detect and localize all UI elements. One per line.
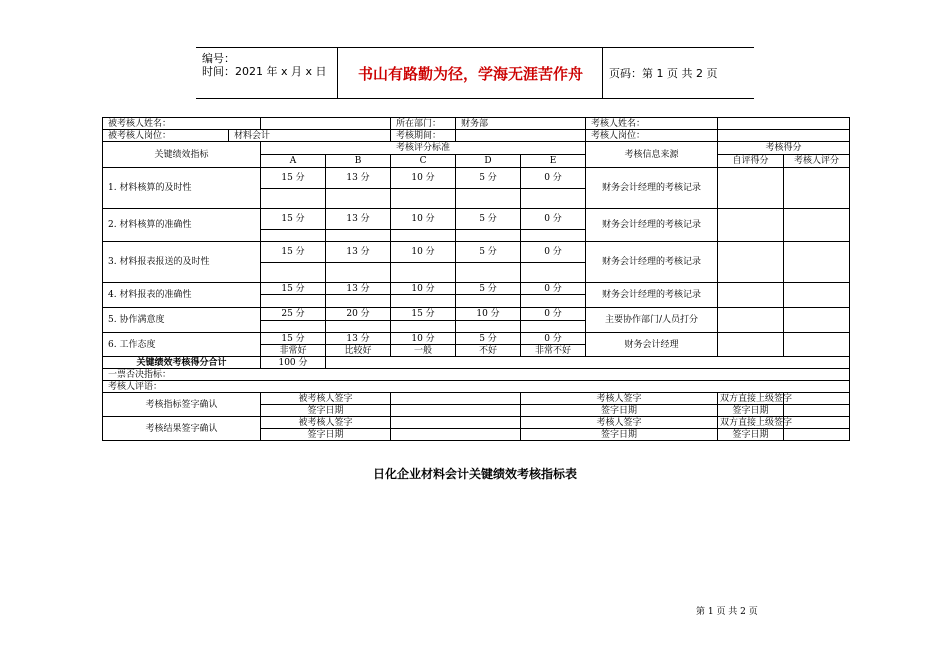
indicator-confirm-label: 考核指标签字确认	[103, 393, 261, 417]
score-cell: 15 分	[261, 242, 326, 263]
self-score-input[interactable]	[718, 242, 784, 283]
blank-cell	[521, 263, 586, 283]
assessor-post-value[interactable]	[718, 130, 850, 142]
score-cell: 0 分	[521, 308, 586, 321]
superior-sign-label: 双方直接上级签字	[718, 393, 784, 405]
blank-cell	[391, 321, 456, 333]
veto-row	[103, 369, 850, 381]
blank-cell	[261, 321, 326, 333]
score-cell: 5 分	[456, 168, 521, 189]
blank-cell	[456, 263, 521, 283]
kpi-source: 主要协作部门/人员打分	[586, 308, 718, 333]
self-score-input[interactable]	[718, 168, 784, 209]
blank-cell	[326, 189, 391, 209]
assessee-name-label: 被考核人姓名：	[103, 118, 261, 130]
sign-date-label: 签字日期	[521, 429, 718, 441]
table-row	[103, 209, 850, 230]
kpi-name: 3. 材料报表报送的及时性	[103, 242, 261, 283]
table-row	[103, 283, 850, 295]
blank-cell	[261, 189, 326, 209]
number-label: 编号：	[202, 52, 235, 65]
sign-date-label: 签字日期	[521, 405, 718, 417]
sign-date-field[interactable]	[784, 429, 850, 441]
superior-sign-label: 双方直接上级签字	[718, 417, 784, 429]
score-header: 考核得分	[718, 142, 850, 155]
dept-label: 所在部门：	[391, 118, 456, 130]
signature-row	[103, 417, 850, 429]
blank-cell	[391, 263, 456, 283]
table-row	[103, 333, 850, 345]
score-cell: 5 分	[456, 242, 521, 263]
source-header: 考核信息来源	[586, 142, 718, 168]
signature-row	[103, 393, 850, 405]
assessor-sign-label: 考核人签字	[521, 417, 718, 429]
assessor-name-label: 考核人姓名：	[586, 118, 718, 130]
kpi-name: 4. 材料报表的准确性	[103, 283, 261, 308]
grade-c-header: C	[391, 155, 456, 168]
assessee-post-label: 被考核人岗位：	[103, 130, 229, 142]
score-cell: 13 分	[326, 283, 391, 295]
table-row	[103, 168, 850, 189]
assessee-name-value[interactable]	[261, 118, 391, 130]
kpi-name: 2. 材料核算的准确性	[103, 209, 261, 242]
table-row	[103, 242, 850, 263]
dept-value[interactable]: 财务部	[456, 118, 586, 130]
sign-date-field[interactable]	[784, 405, 850, 417]
assessor-post-label: 考核人岗位：	[586, 130, 718, 142]
score-cell: 10 分	[391, 209, 456, 230]
grade-label: 非常不好	[521, 345, 586, 357]
score-cell: 13 分	[326, 168, 391, 189]
superior-sign-field[interactable]	[784, 393, 850, 405]
result-confirm-label: 考核结果签字确认	[103, 417, 261, 441]
kpi-source: 财务会计经理的考核记录	[586, 242, 718, 283]
assessee-sign-field[interactable]	[391, 417, 521, 429]
blank-cell	[261, 230, 326, 242]
blank-cell	[326, 263, 391, 283]
score-cell: 10 分	[391, 283, 456, 295]
assessee-sign-label: 被考核人签字	[261, 393, 391, 405]
veto-label[interactable]: 一票否决指标：	[103, 369, 850, 381]
criteria-header: 考核评分标准	[261, 142, 586, 155]
score-cell: 0 分	[521, 333, 586, 345]
score-cell: 15 分	[261, 333, 326, 345]
blank-cell	[326, 295, 391, 308]
assessee-post-value[interactable]: 材料会计	[229, 130, 391, 142]
blank-cell	[456, 189, 521, 209]
score-cell: 13 分	[326, 242, 391, 263]
score-cell: 20 分	[326, 308, 391, 321]
header-motto: 书山有路勤为径，学海无涯苦作舟	[339, 48, 603, 98]
assessor-score-input[interactable]	[784, 209, 850, 242]
kpi-table	[102, 117, 850, 441]
blank-cell	[521, 295, 586, 308]
kpi-name: 5. 协作满意度	[103, 308, 261, 333]
grade-e-header: E	[521, 155, 586, 168]
blank-cell	[326, 321, 391, 333]
total-label: 关键绩效考核得分合计	[103, 357, 261, 369]
score-cell: 0 分	[521, 168, 586, 189]
score-cell: 13 分	[326, 333, 391, 345]
table-row	[103, 308, 850, 321]
score-cell: 10 分	[391, 242, 456, 263]
score-cell: 15 分	[261, 209, 326, 230]
score-cell: 5 分	[456, 333, 521, 345]
assessor-score-input[interactable]	[784, 283, 850, 308]
header-meta	[196, 48, 338, 98]
total-row	[103, 357, 850, 369]
period-label: 考核期间：	[391, 130, 456, 142]
grade-a-header: A	[261, 155, 326, 168]
assessor-name-value[interactable]	[718, 118, 850, 130]
score-cell: 15 分	[391, 308, 456, 321]
comment-label[interactable]: 考核人评语：	[103, 381, 850, 393]
blank-cell	[456, 230, 521, 242]
score-cell: 0 分	[521, 209, 586, 230]
score-cell: 0 分	[521, 283, 586, 295]
assessor-score-input[interactable]	[784, 242, 850, 283]
score-cell: 25 分	[261, 308, 326, 321]
total-blank	[326, 357, 850, 369]
sign-date-label: 签字日期	[718, 429, 784, 441]
document-title: 日化企业材料会计关键绩效考核指标表	[372, 467, 577, 481]
blank-cell	[391, 295, 456, 308]
blank-cell	[326, 230, 391, 242]
blank-cell	[391, 230, 456, 242]
assessor-sign-label: 考核人签字	[521, 393, 718, 405]
score-cell: 15 分	[261, 283, 326, 295]
header-page-number: 页码：第 1 页 共 2 页	[609, 67, 718, 80]
kpi-source: 财务会计经理的考核记录	[586, 168, 718, 209]
score-cell: 10 分	[456, 308, 521, 321]
blank-cell	[261, 263, 326, 283]
kpi-source: 财务会计经理的考核记录	[586, 283, 718, 308]
assessor-score-input[interactable]	[784, 308, 850, 333]
kpi-name: 6. 工作态度	[103, 333, 261, 357]
score-cell: 5 分	[456, 283, 521, 295]
superior-sign-field[interactable]	[784, 417, 850, 429]
blank-cell	[456, 295, 521, 308]
self-score-input[interactable]	[718, 333, 784, 357]
blank-cell	[456, 321, 521, 333]
comment-row	[103, 381, 850, 393]
kpi-source: 财务会计经理的考核记录	[586, 209, 718, 242]
assessee-sign-label: 被考核人签字	[261, 417, 391, 429]
kpi-source: 财务会计经理	[586, 333, 718, 357]
blank-cell	[521, 321, 586, 333]
score-cell: 13 分	[326, 209, 391, 230]
assessee-sign-field[interactable]	[391, 393, 521, 405]
assessor-score-input[interactable]	[784, 168, 850, 209]
period-value[interactable]	[456, 130, 586, 142]
indicator-header: 关键绩效指标	[103, 142, 261, 168]
self-score-input[interactable]	[718, 209, 784, 242]
self-score-input[interactable]	[718, 283, 784, 308]
score-cell: 5 分	[456, 209, 521, 230]
blank-cell	[521, 230, 586, 242]
self-score-header: 自评得分	[718, 155, 784, 168]
info-row	[103, 130, 850, 142]
score-cell: 15 分	[261, 168, 326, 189]
self-score-input[interactable]	[718, 308, 784, 333]
sign-date-field[interactable]	[391, 405, 521, 417]
page-footer: 第 1 页 共 2 页	[696, 607, 758, 617]
score-cell: 10 分	[391, 168, 456, 189]
grade-label: 不好	[456, 345, 521, 357]
blank-cell	[391, 189, 456, 209]
info-row	[103, 118, 850, 130]
sign-date-field[interactable]	[391, 429, 521, 441]
kpi-name: 1. 材料核算的及时性	[103, 168, 261, 209]
time-label: 时间：2021 年 x 月 x 日	[202, 65, 327, 78]
assessor-score-header: 考核人评分	[784, 155, 850, 168]
total-value: 100 分	[261, 357, 326, 369]
blank-cell	[261, 295, 326, 308]
blank-cell	[521, 189, 586, 209]
sign-date-label: 签字日期	[261, 405, 391, 417]
sign-date-label: 签字日期	[718, 405, 784, 417]
sign-date-label: 签字日期	[261, 429, 391, 441]
grade-label: 一般	[391, 345, 456, 357]
grade-b-header: B	[326, 155, 391, 168]
column-header-row	[103, 142, 850, 155]
score-cell: 10 分	[391, 333, 456, 345]
score-cell: 0 分	[521, 242, 586, 263]
grade-label: 非常好	[261, 345, 326, 357]
document-header	[196, 47, 754, 99]
assessor-score-input[interactable]	[784, 333, 850, 357]
grade-d-header: D	[456, 155, 521, 168]
grade-label: 比较好	[326, 345, 391, 357]
